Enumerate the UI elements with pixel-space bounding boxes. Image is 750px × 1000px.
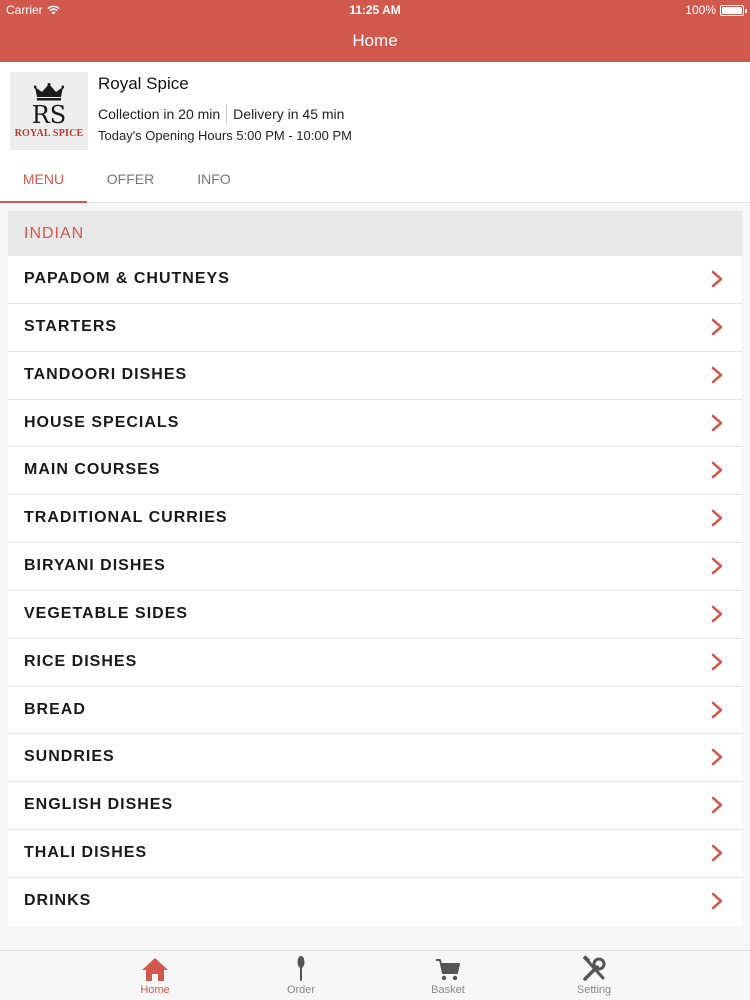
delivery-time: Delivery in 45 min — [233, 106, 345, 122]
category-label: TANDOORI DISHES — [24, 365, 188, 383]
chevron-right-icon — [710, 700, 724, 720]
section-label: INDIAN — [24, 225, 85, 242]
chevron-right-icon — [710, 891, 724, 911]
chevron-right-icon — [710, 269, 724, 289]
tab-info[interactable]: INFO — [197, 171, 231, 187]
category-label: BIRYANI DISHES — [24, 557, 166, 575]
logo-initials: RS — [31, 101, 67, 129]
restaurant-times — [98, 104, 344, 124]
category-label: MAIN COURSES — [24, 461, 161, 479]
restaurant-logo — [10, 72, 88, 150]
tabbar-order[interactable] — [241, 951, 361, 1000]
page-title: Home — [352, 31, 398, 50]
status-bar — [0, 0, 750, 20]
restaurant-name: Royal Spice — [98, 74, 189, 93]
spoon-icon — [285, 955, 317, 983]
category-label: RICE DISHES — [24, 652, 138, 670]
chevron-right-icon — [710, 317, 724, 337]
menu-category-row[interactable] — [8, 400, 742, 448]
category-label: PAPADOM & CHUTNEYS — [24, 270, 230, 287]
menu-category-row[interactable] — [8, 352, 742, 400]
home-icon — [139, 955, 171, 983]
opening-hours: Today's Opening Hours 5:00 PM - 10:00 PM — [98, 128, 352, 143]
category-label: VEGETABLE SIDES — [24, 604, 189, 622]
chevron-right-icon — [710, 747, 724, 767]
menu-category-row[interactable] — [8, 304, 742, 352]
tabbar-basket[interactable] — [388, 951, 508, 1000]
menu-category-row[interactable] — [8, 734, 742, 782]
tab-menu[interactable]: MENU — [0, 158, 87, 203]
battery-icon — [720, 5, 744, 16]
tab-offer[interactable]: OFFER — [106, 171, 155, 187]
menu-section-header — [8, 211, 742, 256]
chevron-right-icon — [710, 556, 724, 576]
chevron-right-icon — [710, 795, 724, 815]
category-label: DRINKS — [24, 891, 92, 909]
category-label: HOUSE SPECIALS — [24, 413, 180, 431]
menu-category-row[interactable] — [8, 878, 742, 926]
tabbar-label: Order — [286, 984, 316, 996]
menu-category-row[interactable] — [8, 830, 742, 878]
chevron-right-icon — [710, 413, 724, 433]
category-label: TRADITIONAL CURRIES — [24, 509, 228, 527]
menu-category-row[interactable] — [8, 495, 742, 543]
category-label: THALI DISHES — [24, 844, 148, 862]
menu-category-row[interactable] — [8, 687, 742, 735]
restaurant-info — [0, 62, 750, 158]
chevron-right-icon — [710, 843, 724, 863]
chevron-right-icon — [710, 652, 724, 672]
logo-name: ROYAL SPICE — [14, 128, 84, 139]
carrier-label: Carrier — [6, 3, 43, 17]
menu-category-row[interactable] — [8, 543, 742, 591]
chevron-right-icon — [710, 604, 724, 624]
tabbar-label: Home — [140, 984, 170, 996]
chevron-right-icon — [710, 460, 724, 480]
status-time: 11:25 AM — [349, 3, 401, 17]
chevron-right-icon — [710, 508, 724, 528]
crown-icon — [34, 83, 64, 101]
tabbar-setting[interactable] — [534, 951, 654, 1000]
tabbar-label: Setting — [576, 984, 612, 996]
tabbar-home[interactable] — [95, 951, 215, 1000]
menu-category-row[interactable] — [8, 639, 742, 687]
app-header — [0, 0, 750, 62]
category-label: BREAD — [24, 700, 86, 718]
cart-icon — [432, 955, 464, 983]
category-label: STARTERS — [24, 317, 118, 335]
menu-category-row[interactable] — [8, 591, 742, 639]
chevron-right-icon — [710, 365, 724, 385]
battery-percent: 100% — [685, 3, 716, 17]
menu-category-row[interactable] — [8, 256, 742, 304]
category-label: ENGLISH DISHES — [24, 796, 174, 814]
tools-icon — [578, 955, 610, 983]
segment-tabs — [0, 158, 750, 203]
category-label: SUNDRIES — [24, 748, 115, 766]
collection-time: Collection in 20 min — [98, 106, 221, 122]
menu-category-row[interactable] — [8, 782, 742, 830]
menu-list — [8, 256, 742, 926]
bottom-tab-bar — [0, 950, 750, 1000]
menu-category-row[interactable] — [8, 447, 742, 495]
times-divider — [226, 104, 227, 124]
status-right — [685, 3, 744, 17]
tabbar-label: Basket — [431, 984, 465, 996]
